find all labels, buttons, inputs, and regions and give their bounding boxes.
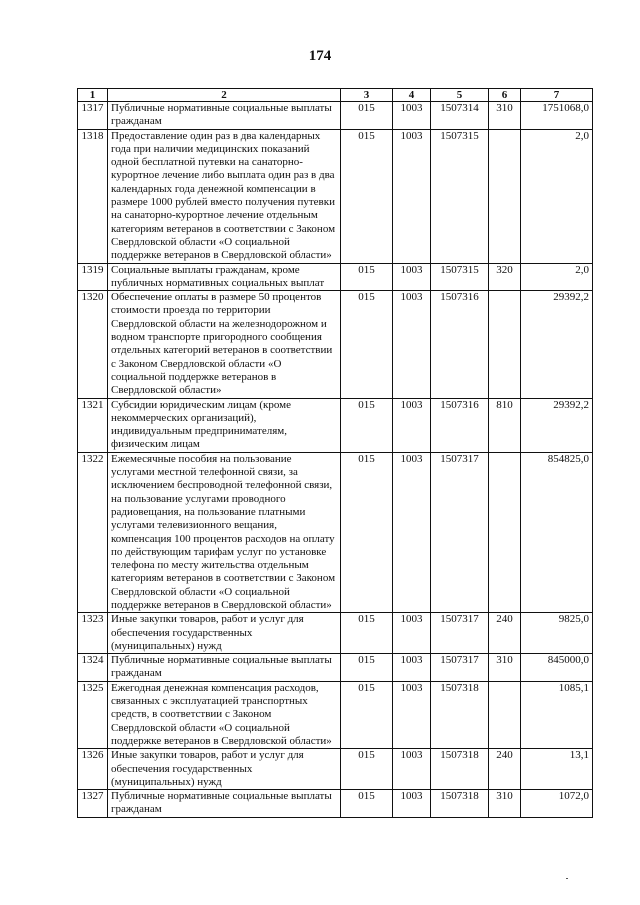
col-header-7: 7 bbox=[521, 89, 593, 102]
row-section-code: 1003 bbox=[393, 129, 431, 263]
table-row bbox=[78, 681, 593, 748]
row-target-code: 1507316 bbox=[431, 291, 489, 398]
row-admin-code: 015 bbox=[341, 291, 393, 398]
row-target-code: 1507316 bbox=[431, 398, 489, 452]
row-amount: 1751068,0 bbox=[521, 102, 593, 130]
row-number: 1324 bbox=[78, 654, 108, 682]
col-header-5: 5 bbox=[431, 89, 489, 102]
row-target-code: 1507318 bbox=[431, 790, 489, 818]
row-number: 1319 bbox=[78, 263, 108, 291]
table-row bbox=[78, 291, 593, 398]
row-expense-type: 810 bbox=[489, 398, 521, 452]
table-row bbox=[78, 452, 593, 613]
row-expense-type bbox=[489, 452, 521, 613]
row-amount: 1085,1 bbox=[521, 681, 593, 748]
page-number: 174 bbox=[308, 48, 332, 64]
row-admin-code: 015 bbox=[341, 129, 393, 263]
row-number: 1322 bbox=[78, 452, 108, 613]
row-admin-code: 015 bbox=[341, 654, 393, 682]
row-section-code: 1003 bbox=[393, 398, 431, 452]
row-expense-type bbox=[489, 291, 521, 398]
table-body bbox=[78, 102, 593, 818]
row-section-code: 1003 bbox=[393, 749, 431, 790]
row-expense-type: 240 bbox=[489, 749, 521, 790]
row-description: Субсидии юридическим лицам (кроме некоммерческих организаций), индивидуальным предпринимателям, физическим лицам bbox=[108, 398, 341, 452]
row-description: Публичные нормативные социальные выплаты гражданам bbox=[108, 102, 341, 130]
header-row bbox=[78, 89, 593, 102]
table-row bbox=[78, 749, 593, 790]
row-description: Иные закупки товаров, работ и услуг для обеспечения государственных (муниципальных) нужд bbox=[108, 749, 341, 790]
row-admin-code: 015 bbox=[341, 790, 393, 818]
row-amount: 9825,0 bbox=[521, 613, 593, 654]
col-header-6: 6 bbox=[489, 89, 521, 102]
row-number: 1321 bbox=[78, 398, 108, 452]
row-expense-type bbox=[489, 129, 521, 263]
row-description: Ежемесячные пособия на пользование услугами местной телефонной связи, за исключением беспроводной телефонной связи, на пользование услугами проводного радиовещания, на пользование платными услугами телевизионного вещания, компенсация 100 процентов расходов на оплату по действующим тарифам услуг по установке телефона по месту жительства отдельным категориям ветеранов в соответствии с Законом Свердловской области «О социальной поддержке ветеранов в Свердловской области» bbox=[108, 452, 341, 613]
row-section-code: 1003 bbox=[393, 102, 431, 130]
table-row bbox=[78, 654, 593, 682]
row-admin-code: 015 bbox=[341, 102, 393, 130]
col-header-1: 1 bbox=[78, 89, 108, 102]
row-amount: 845000,0 bbox=[521, 654, 593, 682]
row-section-code: 1003 bbox=[393, 613, 431, 654]
row-amount: 2,0 bbox=[521, 129, 593, 263]
row-admin-code: 015 bbox=[341, 398, 393, 452]
row-admin-code: 015 bbox=[341, 749, 393, 790]
row-description: Ежегодная денежная компенсация расходов, связанных с эксплуатацией транспортных средств, в соответствии с Законом Свердловской области «О социальной поддержке ветеранов в Свердловской области» bbox=[108, 681, 341, 748]
row-section-code: 1003 bbox=[393, 790, 431, 818]
row-description: Обеспечение оплаты в размере 50 процентов стоимости проезда по территории Свердловской области на железнодорожном и водном транспорте пригородного сообщения отдельных категорий ветеранов в соответствии с Законом Свердловской области «О социальной поддержке ветеранов в Свердловской области» bbox=[108, 291, 341, 398]
row-expense-type: 320 bbox=[489, 263, 521, 291]
row-section-code: 1003 bbox=[393, 291, 431, 398]
table-row bbox=[78, 129, 593, 263]
row-admin-code: 015 bbox=[341, 681, 393, 748]
table-header bbox=[78, 89, 593, 102]
row-target-code: 1507315 bbox=[431, 263, 489, 291]
row-number: 1326 bbox=[78, 749, 108, 790]
row-section-code: 1003 bbox=[393, 681, 431, 748]
row-target-code: 1507314 bbox=[431, 102, 489, 130]
row-amount: 13,1 bbox=[521, 749, 593, 790]
scan-speck bbox=[566, 878, 568, 879]
row-description: Публичные нормативные социальные выплаты гражданам bbox=[108, 654, 341, 682]
row-target-code: 1507318 bbox=[431, 681, 489, 748]
row-number: 1327 bbox=[78, 790, 108, 818]
row-number: 1323 bbox=[78, 613, 108, 654]
row-expense-type: 310 bbox=[489, 790, 521, 818]
table-row bbox=[78, 613, 593, 654]
col-header-4: 4 bbox=[393, 89, 431, 102]
col-header-2: 2 bbox=[108, 89, 341, 102]
row-section-code: 1003 bbox=[393, 452, 431, 613]
row-target-code: 1507317 bbox=[431, 452, 489, 613]
row-description: Социальные выплаты гражданам, кроме публичных нормативных социальных выплат bbox=[108, 263, 341, 291]
row-description: Публичные нормативные социальные выплаты гражданам bbox=[108, 790, 341, 818]
row-description: Предоставление один раз в два календарных года при наличии медицинских показаний одной бесплатной путевки на санаторно-курортное лечение либо выплата один раз в два календарных года денежной компенсации в размере 1000 рублей вместо получения путевки на санаторно-курортное лечение отдельным категориям ветеранов в соответствии с Законом Свердловской области «О социальной поддержке ветеранов в Свердловской области» bbox=[108, 129, 341, 263]
row-description: Иные закупки товаров, работ и услуг для обеспечения государственных (муниципальных) нужд bbox=[108, 613, 341, 654]
table-row bbox=[78, 263, 593, 291]
row-amount: 29392,2 bbox=[521, 398, 593, 452]
row-expense-type: 310 bbox=[489, 102, 521, 130]
row-expense-type: 310 bbox=[489, 654, 521, 682]
row-number: 1325 bbox=[78, 681, 108, 748]
row-target-code: 1507318 bbox=[431, 749, 489, 790]
row-expense-type: 240 bbox=[489, 613, 521, 654]
table-row bbox=[78, 102, 593, 130]
row-admin-code: 015 bbox=[341, 263, 393, 291]
row-admin-code: 015 bbox=[341, 452, 393, 613]
row-section-code: 1003 bbox=[393, 654, 431, 682]
row-target-code: 1507315 bbox=[431, 129, 489, 263]
row-number: 1318 bbox=[78, 129, 108, 263]
row-target-code: 1507317 bbox=[431, 613, 489, 654]
row-number: 1320 bbox=[78, 291, 108, 398]
row-admin-code: 015 bbox=[341, 613, 393, 654]
table-row bbox=[78, 398, 593, 452]
row-amount: 29392,2 bbox=[521, 291, 593, 398]
table-row bbox=[78, 790, 593, 818]
row-amount: 1072,0 bbox=[521, 790, 593, 818]
budget-table bbox=[77, 88, 593, 818]
col-header-3: 3 bbox=[341, 89, 393, 102]
row-amount: 854825,0 bbox=[521, 452, 593, 613]
row-section-code: 1003 bbox=[393, 263, 431, 291]
row-target-code: 1507317 bbox=[431, 654, 489, 682]
row-number: 1317 bbox=[78, 102, 108, 130]
row-expense-type bbox=[489, 681, 521, 748]
row-amount: 2,0 bbox=[521, 263, 593, 291]
